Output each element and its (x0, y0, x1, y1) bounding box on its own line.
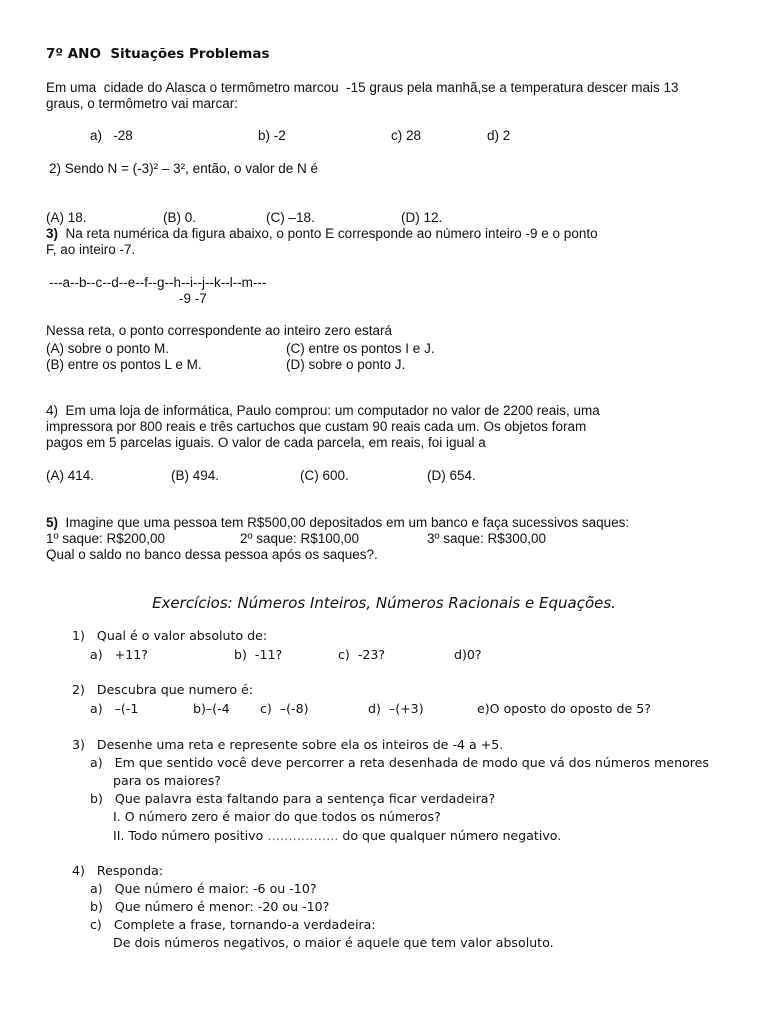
q2-text: 2) Sendo N = (-3)² – 3², então, o valor de N é (49, 161, 319, 176)
ex3-statement-ii-start: II. Todo número positivo (113, 828, 268, 843)
q5-line-1-text: Imagine que uma pessoa tem R$500,00 depositados em um banco e faça sucessivos saques: (58, 515, 630, 530)
q1-option-a: a) -28 (90, 128, 133, 143)
ex4-item-c: c) Complete a frase, tornando-a verdadeira: (90, 917, 376, 932)
ex2-option-c: c) –(-8) (260, 701, 309, 716)
q5-line-1 (46, 515, 629, 531)
q2-option-c: (C) –18. (266, 210, 315, 225)
page-title: 7º ANO Situações Problemas (46, 46, 270, 62)
exercises-title: Exercícios: Números Inteiros, Números Racionais e Equações. (152, 594, 616, 612)
ex4-item-c-sentence: De dois números negativos, o maior é aquele que tem valor absoluto. (113, 935, 554, 950)
q3-option-b: (B) entre os pontos L e M. (46, 357, 202, 372)
ex2-option-d: d) –(+3) (368, 701, 424, 716)
ex3-statement-ii-end: do que qualquer número negativo. (338, 828, 562, 843)
q1-option-d: d) 2 (487, 128, 511, 143)
ex3-item-b: b) Que palavra esta faltando para a sentença ficar verdadeira? (90, 791, 496, 806)
ex1-option-c: c) -23? (338, 647, 386, 662)
q3-option-c: (C) entre os pontos I e J. (286, 341, 435, 356)
q4-option-d: (D) 654. (427, 468, 476, 483)
q5-withdrawal-2: 2º saque: R$100,00 (240, 531, 360, 546)
ex2-option-b: b)–(-4 (193, 701, 230, 716)
q4-line-2: impressora por 800 reais e três cartuchos que custam 90 reais cada um. Os objetos foram (46, 419, 587, 434)
q3-option-d: (D) sobre o ponto J. (286, 357, 406, 372)
ex3-item-a-line-2: para os maiores? (113, 773, 221, 788)
ex1-option-b: b) -11? (234, 647, 283, 662)
q3-line-1 (46, 226, 598, 242)
ex4-text: 4) Responda: (72, 863, 164, 878)
q4-line-1: 4) Em uma loja de informática, Paulo comprou: um computador no valor de 2200 reais, uma (46, 403, 600, 418)
number-line-values: -9 -7 (179, 291, 207, 306)
ex2-option-a: a) –(-1 (90, 701, 139, 716)
q5-line-3: Qual o saldo no banco dessa pessoa após os saques?. (46, 547, 378, 562)
q3-line-2: F, ao inteiro -7. (46, 242, 136, 257)
ex4-item-b: b) Que número é menor: -20 ou -10? (90, 899, 330, 914)
ex2-option-e: e)O oposto do oposto de 5? (477, 701, 651, 716)
q3-line-1-text: Na reta numérica da figura abaixo, o ponto E corresponde ao número inteiro -9 e o ponto (58, 226, 598, 241)
number-line: ---a--b--c--d--e--f--g--h--i--j--k--l--m--- (49, 275, 267, 290)
ex3-text: 3) Desenhe uma reta e represente sobre ela os inteiros de -4 a +5. (72, 737, 504, 752)
q3-number: 3) (46, 226, 59, 241)
q1-option-c: c) 28 (391, 128, 422, 143)
q5-withdrawal-3: 3º saque: R$300,00 (427, 531, 547, 546)
ex1-option-d: d)0? (454, 647, 482, 662)
q3-option-a: (A) sobre o ponto M. (46, 341, 170, 356)
ex3-item-a-line-1: a) Em que sentido você deve percorrer a reta desenhada de modo que vá dos números menores (90, 755, 709, 770)
q1-line-1: Em uma cidade do Alasca o termômetro marcou -15 graus pela manhã,se a temperatura descer mais 13 (46, 80, 679, 95)
ex3-statement-ii (113, 828, 561, 844)
q1-option-b: b) -2 (258, 128, 286, 143)
blank-dots: …………….. (267, 828, 339, 843)
ex1-option-a: a) +11? (90, 647, 148, 662)
ex3-statement-i: I. O número zero é maior do que todos os números? (113, 809, 441, 824)
q1-line-2: graus, o termômetro vai marcar: (46, 96, 239, 111)
q2-option-b: (B) 0. (163, 210, 197, 225)
q4-option-a: (A) 414. (46, 468, 95, 483)
q2-option-a: (A) 18. (46, 210, 87, 225)
q5-withdrawal-1: 1º saque: R$200,00 (46, 531, 166, 546)
ex2-text: 2) Descubra que numero é: (72, 682, 254, 697)
q3-question: Nessa reta, o ponto correspondente ao inteiro zero estará (46, 323, 392, 338)
q5-number: 5) (46, 515, 59, 530)
q4-option-c: (C) 600. (300, 468, 349, 483)
ex1-text: 1) Qual é o valor absoluto de: (72, 628, 268, 643)
q4-option-b: (B) 494. (171, 468, 220, 483)
q4-line-3: pagos em 5 parcelas iguais. O valor de cada parcela, em reais, foi igual a (46, 435, 486, 450)
q2-option-d: (D) 12. (401, 210, 443, 225)
ex4-item-a: a) Que número é maior: -6 ou -10? (90, 881, 317, 896)
